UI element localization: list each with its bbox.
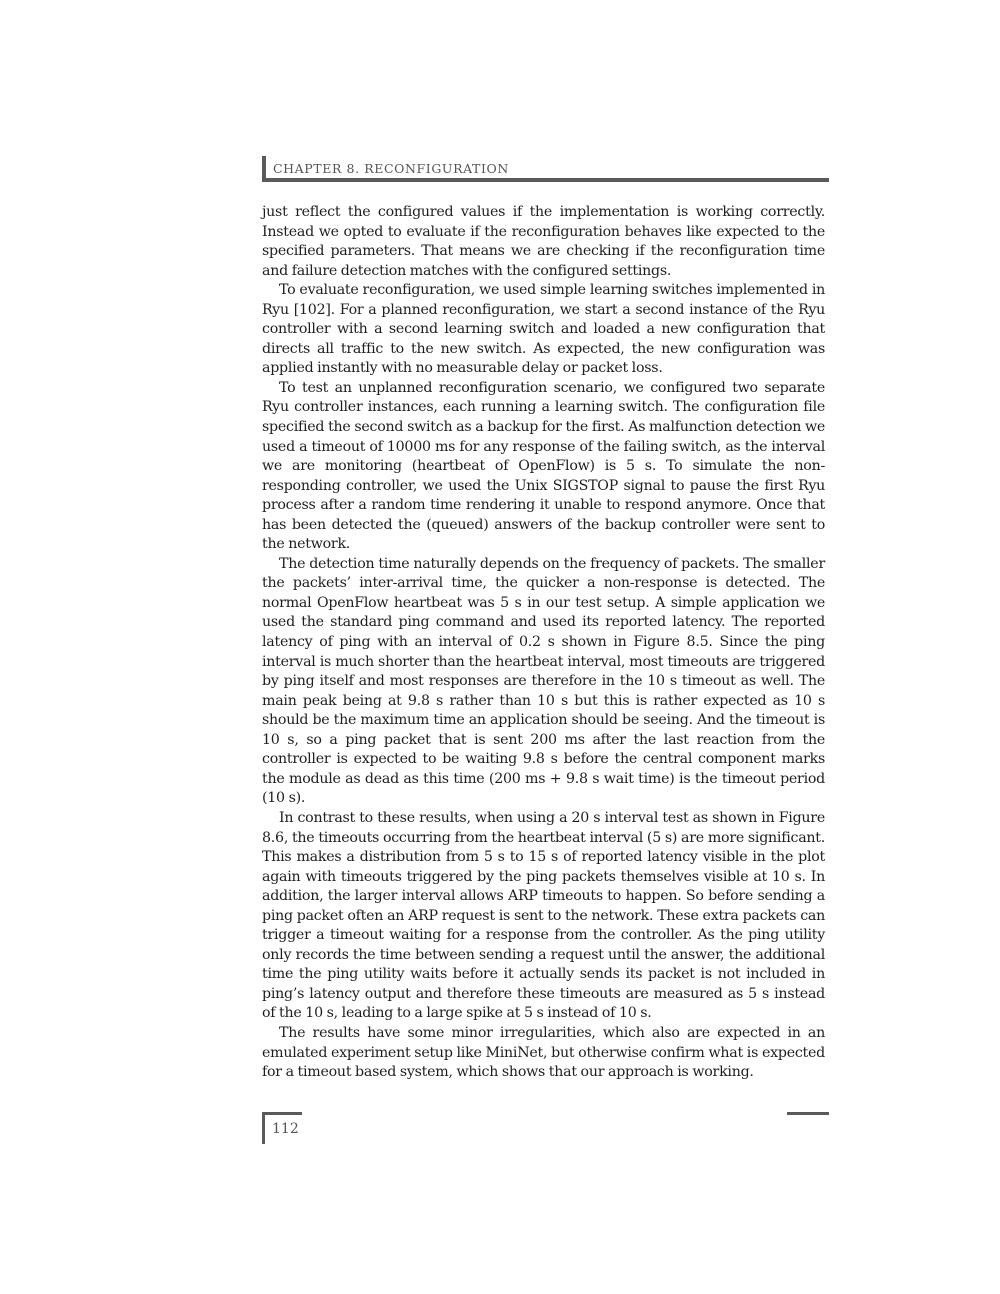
- paragraph-6: The results have some minor irregularities, which also are expected in an emulated experiment setup like MiniNet, but otherwise confirm what is expected for a timeout based system, which shows that our approach is working.: [262, 1024, 825, 1081]
- body-text: [262, 203, 825, 1083]
- paragraph-5: In contrast to these results, when using a 20 s interval test as shown in Figure 8.6, the timeouts occurring from the heartbeat interval (5 s) are more significant. This makes a distribution from 5 s to 15 s of reported latency visible in the plot again with timeouts triggered by the ping packets themselves visible at 10 s. In addition, the larger interval allows ARP timeouts to happen. So before sending a ping packet often an ARP request is sent to the network. These extra packets can trigger a timeout waiting for a response from the controller. As the ping utility only records the time between sending a request until the answer, the additional time the ping utility waits before it actually sends its packet is not included in ping’s latency output and therefore these timeouts are measured as 5 s instead of the 10 s, leading to a large spike at 5 s instead of 10 s.: [262, 809, 825, 1022]
- running-header: [262, 156, 829, 182]
- paragraph-1: just reflect the configured values if the implementation is working correctly. Instead we opted to evaluate if the reconfiguration behaves like expected to the specified parameters. That means we are checking if the reconfiguration time and failure detection matches with the configured settings.: [262, 204, 825, 279]
- footer-top-rule: [262, 1112, 302, 1115]
- header-rule: [262, 178, 829, 182]
- paragraph-4: The detection time naturally depends on the frequency of packets. The smaller the packets’ inter-arrival time, the quicker a non-response is detected. The normal OpenFlow heartbeat was 5 s in our test setup. A simple application we used the standard ping command and used its reported latency. The reported latency of ping with an interval of 0.2 s shown in Figure 8.5. Since the ping interval is much shorter than the heartbeat interval, most timeouts are triggered by ping itself and most responses are therefore in the 10 s timeout as well. The main peak being at 9.8 s rather than 10 s but this is rather expected as 10 s should be the maximum time an application should be seeing. And the timeout is 10 s, so a ping packet that is sent 200 ms after the last reaction from the controller is expected to be waiting 9.8 s before the central component marks the module as dead as this time (200 ms + 9.8 s wait time) is the timeout period (10 s).: [262, 555, 825, 807]
- paragraph-2: To evaluate reconfiguration, we used simple learning switches implemented in Ryu [102]. For a planned reconfiguration, we start a second instance of the Ryu controller with a second learning switch and loaded a new configuration that directs all traffic to the new switch. As expected, the new configuration was applied instantly with no measurable delay or packet loss.: [262, 282, 825, 377]
- page-footer: [262, 1112, 302, 1144]
- chapter-label: CHAPTER 8. RECONFIGURATION: [273, 161, 509, 176]
- paragraph-3: To test an unplanned reconfiguration scenario, we configured two separate Ryu controller instances, each running a learning switch. The configuration file specified the second switch as a backup for the first. As malfunction detection we used a timeout of 10000 ms for any response of the failing switch, as the interval we are monitoring (heartbeat of OpenFlow) is 5 s. To simulate the non-responding controller, we used the Unix SIGSTOP signal to pause the first Ryu process after a random time rendering it unable to respond anymore. Once that has been detected the (queued) answers of the backup controller were sent to the network.: [262, 379, 825, 553]
- footer-right-rule: [787, 1112, 829, 1115]
- footer-left-bar: [262, 1112, 265, 1144]
- page-number: 112: [272, 1121, 299, 1137]
